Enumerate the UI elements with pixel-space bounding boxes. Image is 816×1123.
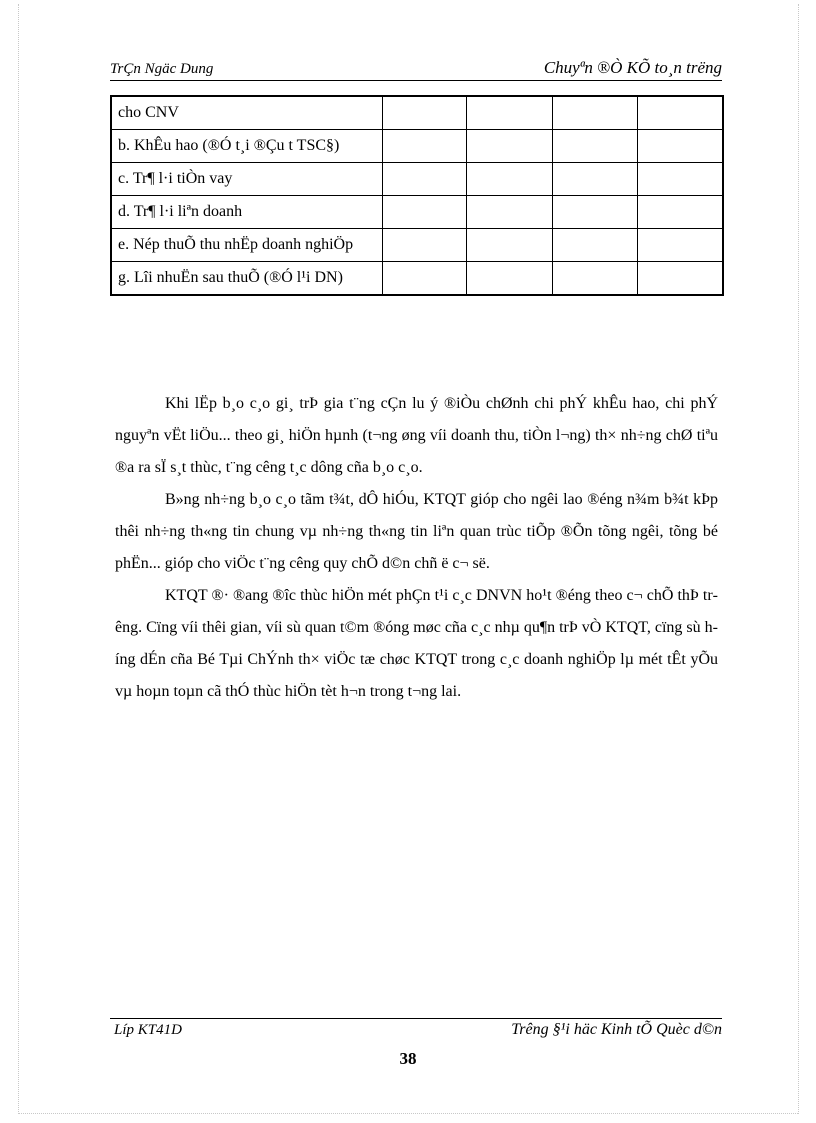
table-cell: [552, 229, 638, 262]
table-cell: [382, 130, 467, 163]
table-row: [111, 163, 723, 196]
table-row: [111, 262, 723, 296]
table-cell: [467, 96, 553, 130]
table-cell: [382, 262, 467, 296]
table-cell: [552, 196, 638, 229]
page-border-left: [18, 4, 19, 1114]
paragraph: KTQT ®· ®ang ®îc thùc hiÖn mét phÇn t¹i c¸c DNVN ho¹t ®éng theo c¬ chÕ thÞ trêng. Cïng víi thêi gian, víi sù quan t©m ®óng møc cña c¸c nhµ qu¶n trÞ vÒ KTQT, cïng sù híng dÉn cña Bé Tµi ChÝnh th× viÖc tæ chøc KTQT trong c¸c doanh nghiÖp lµ mét tÊt yÕu vµ hoµn toµn cã thÓ thùc hiÖn tèt h¬n trong t¬ng lai.: [115, 587, 718, 700]
table-row: [111, 96, 723, 130]
footer-university: Trêng §¹i häc Kinh tÕ Quèc d©n: [511, 1021, 722, 1038]
row-label: cho CNV: [111, 96, 382, 130]
page-border-right: [798, 4, 799, 1114]
paragraph: B»ng nh÷ng b¸o c¸o tãm t¾t, dÔ hiÓu, KTQT gióp cho ngêi lao ®éng n¾m b¾t kÞp thêi nh÷ng th«ng tin chung vµ nh÷ng th«ng tin liªn quan trùc tiÕp ®Õn tõng ngêi, tõng bé phËn... gióp cho viÖc t¨ng cêng quy chÕ d©n chñ ë c¬ së.: [115, 491, 718, 572]
paragraph: Khi lËp b¸o c¸o gi¸ trÞ gia t¨ng cÇn lu ý ®iÒu chØnh chi phÝ khÊu hao, chi phÝ nguyªn vËt liÖu... theo gi¸ hiÖn hµnh (t¬ng øng víi doanh thu, tiÒn l¬ng) th× nh÷ng chØ tiªu ®a ra sÏ s¸t thùc, t¨ng cêng t¸c dông cña b¸o c¸o.: [115, 395, 718, 476]
table-cell: [638, 196, 723, 229]
row-label: b. KhÊu hao (®Ó t¸i ®Çu t TSC§): [111, 130, 382, 163]
table-cell: [382, 229, 467, 262]
table-cell: [552, 130, 638, 163]
page-border-bottom: [18, 1113, 798, 1114]
header-title: Chuyªn ®Ò KÕ to¸n trëng: [543, 58, 722, 77]
table-cell: [467, 262, 553, 296]
value-added-table: [110, 95, 724, 296]
row-label: d. Tr¶ l·i liªn doanh: [111, 196, 382, 229]
table-cell: [638, 130, 723, 163]
table-cell: [552, 163, 638, 196]
row-label: c. Tr¶ l·i tiÒn vay: [111, 163, 382, 196]
table-cell: [467, 196, 553, 229]
table-cell: [382, 96, 467, 130]
table-row: [111, 130, 723, 163]
table-row: [111, 229, 723, 262]
table-cell: [382, 163, 467, 196]
table-cell: [552, 262, 638, 296]
table-cell: [467, 163, 553, 196]
table-cell: [467, 130, 553, 163]
footer-class-name: Líp KT41D: [114, 1022, 182, 1038]
page-number: 38: [399, 1049, 417, 1068]
row-label: e. Nép thuÕ thu nhËp doanh nghiÖp: [111, 229, 382, 262]
table-cell: [467, 229, 553, 262]
table-cell: [552, 96, 638, 130]
table-cell: [638, 163, 723, 196]
table-cell: [638, 262, 723, 296]
table-row: [111, 196, 723, 229]
table-cell: [638, 96, 723, 130]
body-text: [115, 388, 718, 708]
row-label: g. Lîi nhuËn sau thuÕ (®Ó l¹i DN): [111, 262, 382, 296]
page-header: [110, 56, 722, 81]
table-cell: [638, 229, 723, 262]
header-author: TrÇn Ngäc Dung: [110, 61, 214, 77]
table-cell: [382, 196, 467, 229]
page-footer: [110, 1018, 722, 1043]
